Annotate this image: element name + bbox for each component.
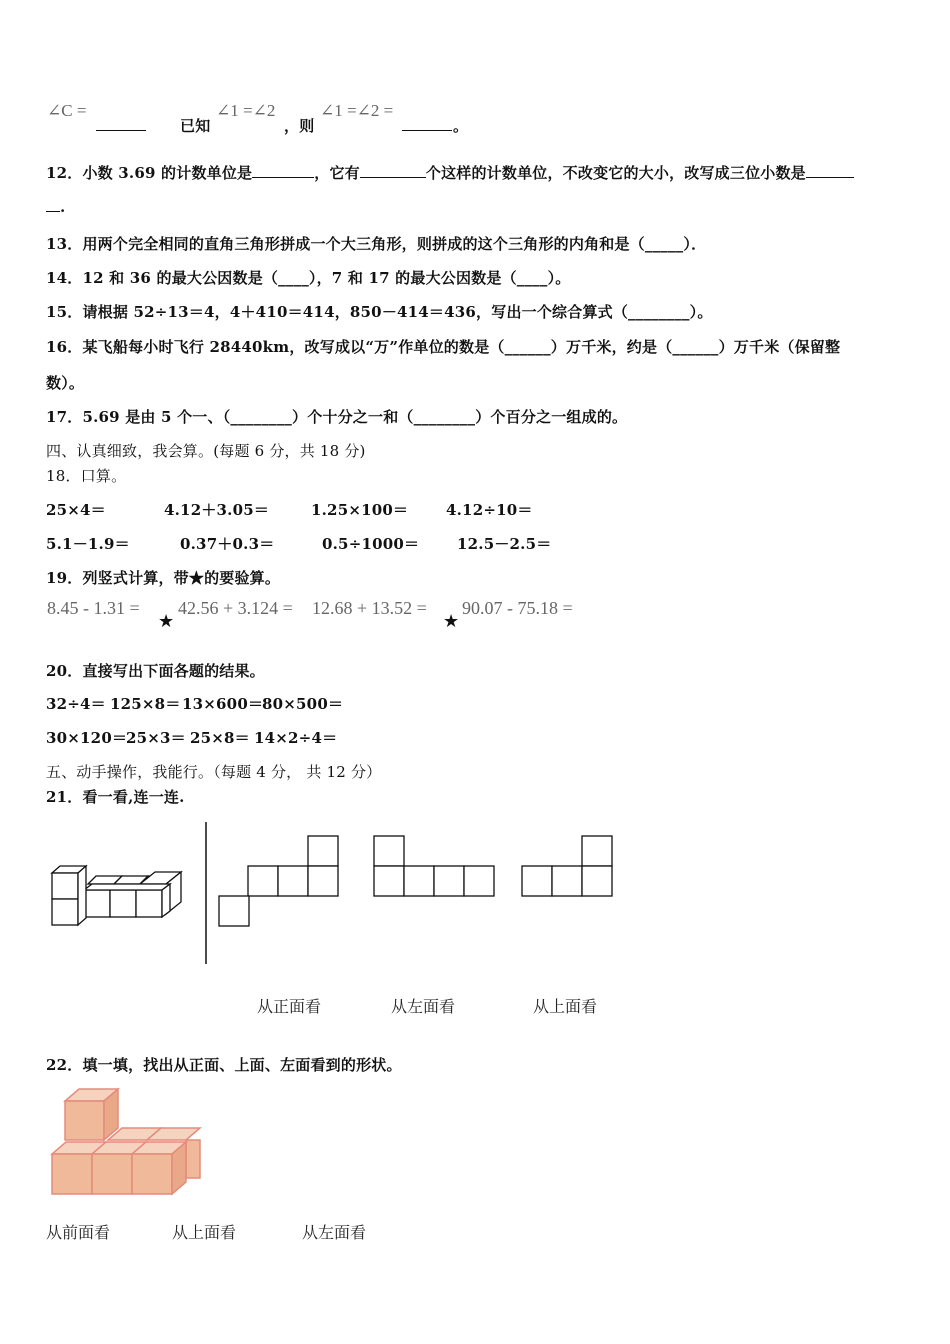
q20-item: 25×8＝ xyxy=(190,729,250,747)
view-option-1[interactable] xyxy=(219,836,338,926)
section-4-title: 四、认真细致，我会算。(每题 6 分，共 18 分) xyxy=(46,442,366,460)
question-14: 14．12 和 36 的最大公因数是（____），7 和 17 的最大公因数是（____）。 xyxy=(46,269,571,287)
question-17: 17．5.69 是由 5 个一、（________）个十分之一和（________）个百分之一组成的。 xyxy=(46,408,628,426)
q20-item: 125×8＝ xyxy=(110,695,181,713)
q18-item: 0.37＋0.3＝ xyxy=(180,535,275,553)
known-label: 已知 xyxy=(180,117,211,135)
q18-item: 4.12＋3.05＝ xyxy=(164,501,270,519)
star-icon: ★ xyxy=(158,611,175,632)
view-label-top: 从上面看 xyxy=(172,1223,237,1242)
q20-item: 30×120＝ xyxy=(46,729,128,747)
q20-item: 32÷4＝ xyxy=(46,695,106,713)
view-label-top: 从上面看 xyxy=(533,997,598,1016)
cube-arrangement-colored xyxy=(52,1089,200,1194)
section-5-title: 五、动手操作，我能行。（每题 4 分， 共 12 分） xyxy=(46,763,382,781)
question-20-title: 20．直接写出下面各题的结果。 xyxy=(46,662,265,680)
star-icon: ★ xyxy=(443,611,460,632)
q12-text: . xyxy=(60,198,66,216)
angle-equal-label: ∠1 =∠2 xyxy=(216,101,276,120)
q18-item: 0.5÷1000＝ xyxy=(322,535,420,553)
question-16-continued: 数）。 xyxy=(46,374,85,392)
q12-text: 个这样的计数单位，不改变它的大小，改写成三位小数是 xyxy=(425,164,806,182)
q12-text: 12．小数 3.69 的计数单位是 xyxy=(46,164,253,182)
question-19-title: 19．列竖式计算，带★的要验算。 xyxy=(46,569,281,587)
q19-item: 12.68 + 13.52 = xyxy=(312,598,427,618)
q20-item: 25×3＝ xyxy=(126,729,186,747)
cube-arrangement-3d xyxy=(52,866,181,925)
q20-item: 80×500＝ xyxy=(262,695,344,713)
question-21-title: 21．看一看,连一连. xyxy=(46,788,185,806)
q18-item: 25×4＝ xyxy=(46,501,106,519)
view-label-left: 从左面看 xyxy=(391,997,456,1016)
q19-item: 90.07 - 75.18 = xyxy=(462,598,573,618)
q20-item: 13×600＝ xyxy=(182,695,264,713)
view-label-front: 从正面看 xyxy=(257,997,322,1016)
question-18-title: 18．口算。 xyxy=(46,467,127,485)
question-16: 16．某飞船每小时飞行 28440km，改写成以“万”作单位的数是（______）万千米，约是（______）万千米（保留整 xyxy=(46,338,841,356)
q12-text: ，它有 xyxy=(314,164,360,182)
view-label-left: 从左面看 xyxy=(302,1223,367,1242)
q18-item: 1.25×100＝ xyxy=(311,501,409,519)
q18-item: 4.12÷10＝ xyxy=(446,501,533,519)
then-label: ，则 xyxy=(284,117,315,135)
angle-sum-label: ∠1 =∠2 = xyxy=(320,101,394,120)
question-13: 13．用两个完全相同的直角三角形拼成一个大三角形，则拼成的这个三角形的内角和是（_____）． xyxy=(46,235,707,253)
question-15: 15．请根据 52÷13＝4，4＋410＝414，850－414＝436，写出一个综合算式（________）。 xyxy=(46,303,713,321)
q18-item: 12.5－2.5＝ xyxy=(457,535,552,553)
angle-c-label: ∠C = xyxy=(47,101,87,120)
q19-item: 8.45 - 1.31 = xyxy=(47,598,140,618)
view-label-front: 从前面看 xyxy=(46,1223,111,1242)
question-22-title: 22．填一填，找出从正面、上面、左面看到的形状。 xyxy=(46,1056,402,1074)
q20-item: 14×2÷4＝ xyxy=(254,729,338,747)
view-option-3[interactable] xyxy=(522,836,612,896)
q19-item: 42.56 + 3.124 = xyxy=(178,598,293,618)
period-label: 。 xyxy=(453,117,469,135)
q18-item: 5.1－1.9＝ xyxy=(46,535,130,553)
view-option-2[interactable] xyxy=(374,836,494,896)
